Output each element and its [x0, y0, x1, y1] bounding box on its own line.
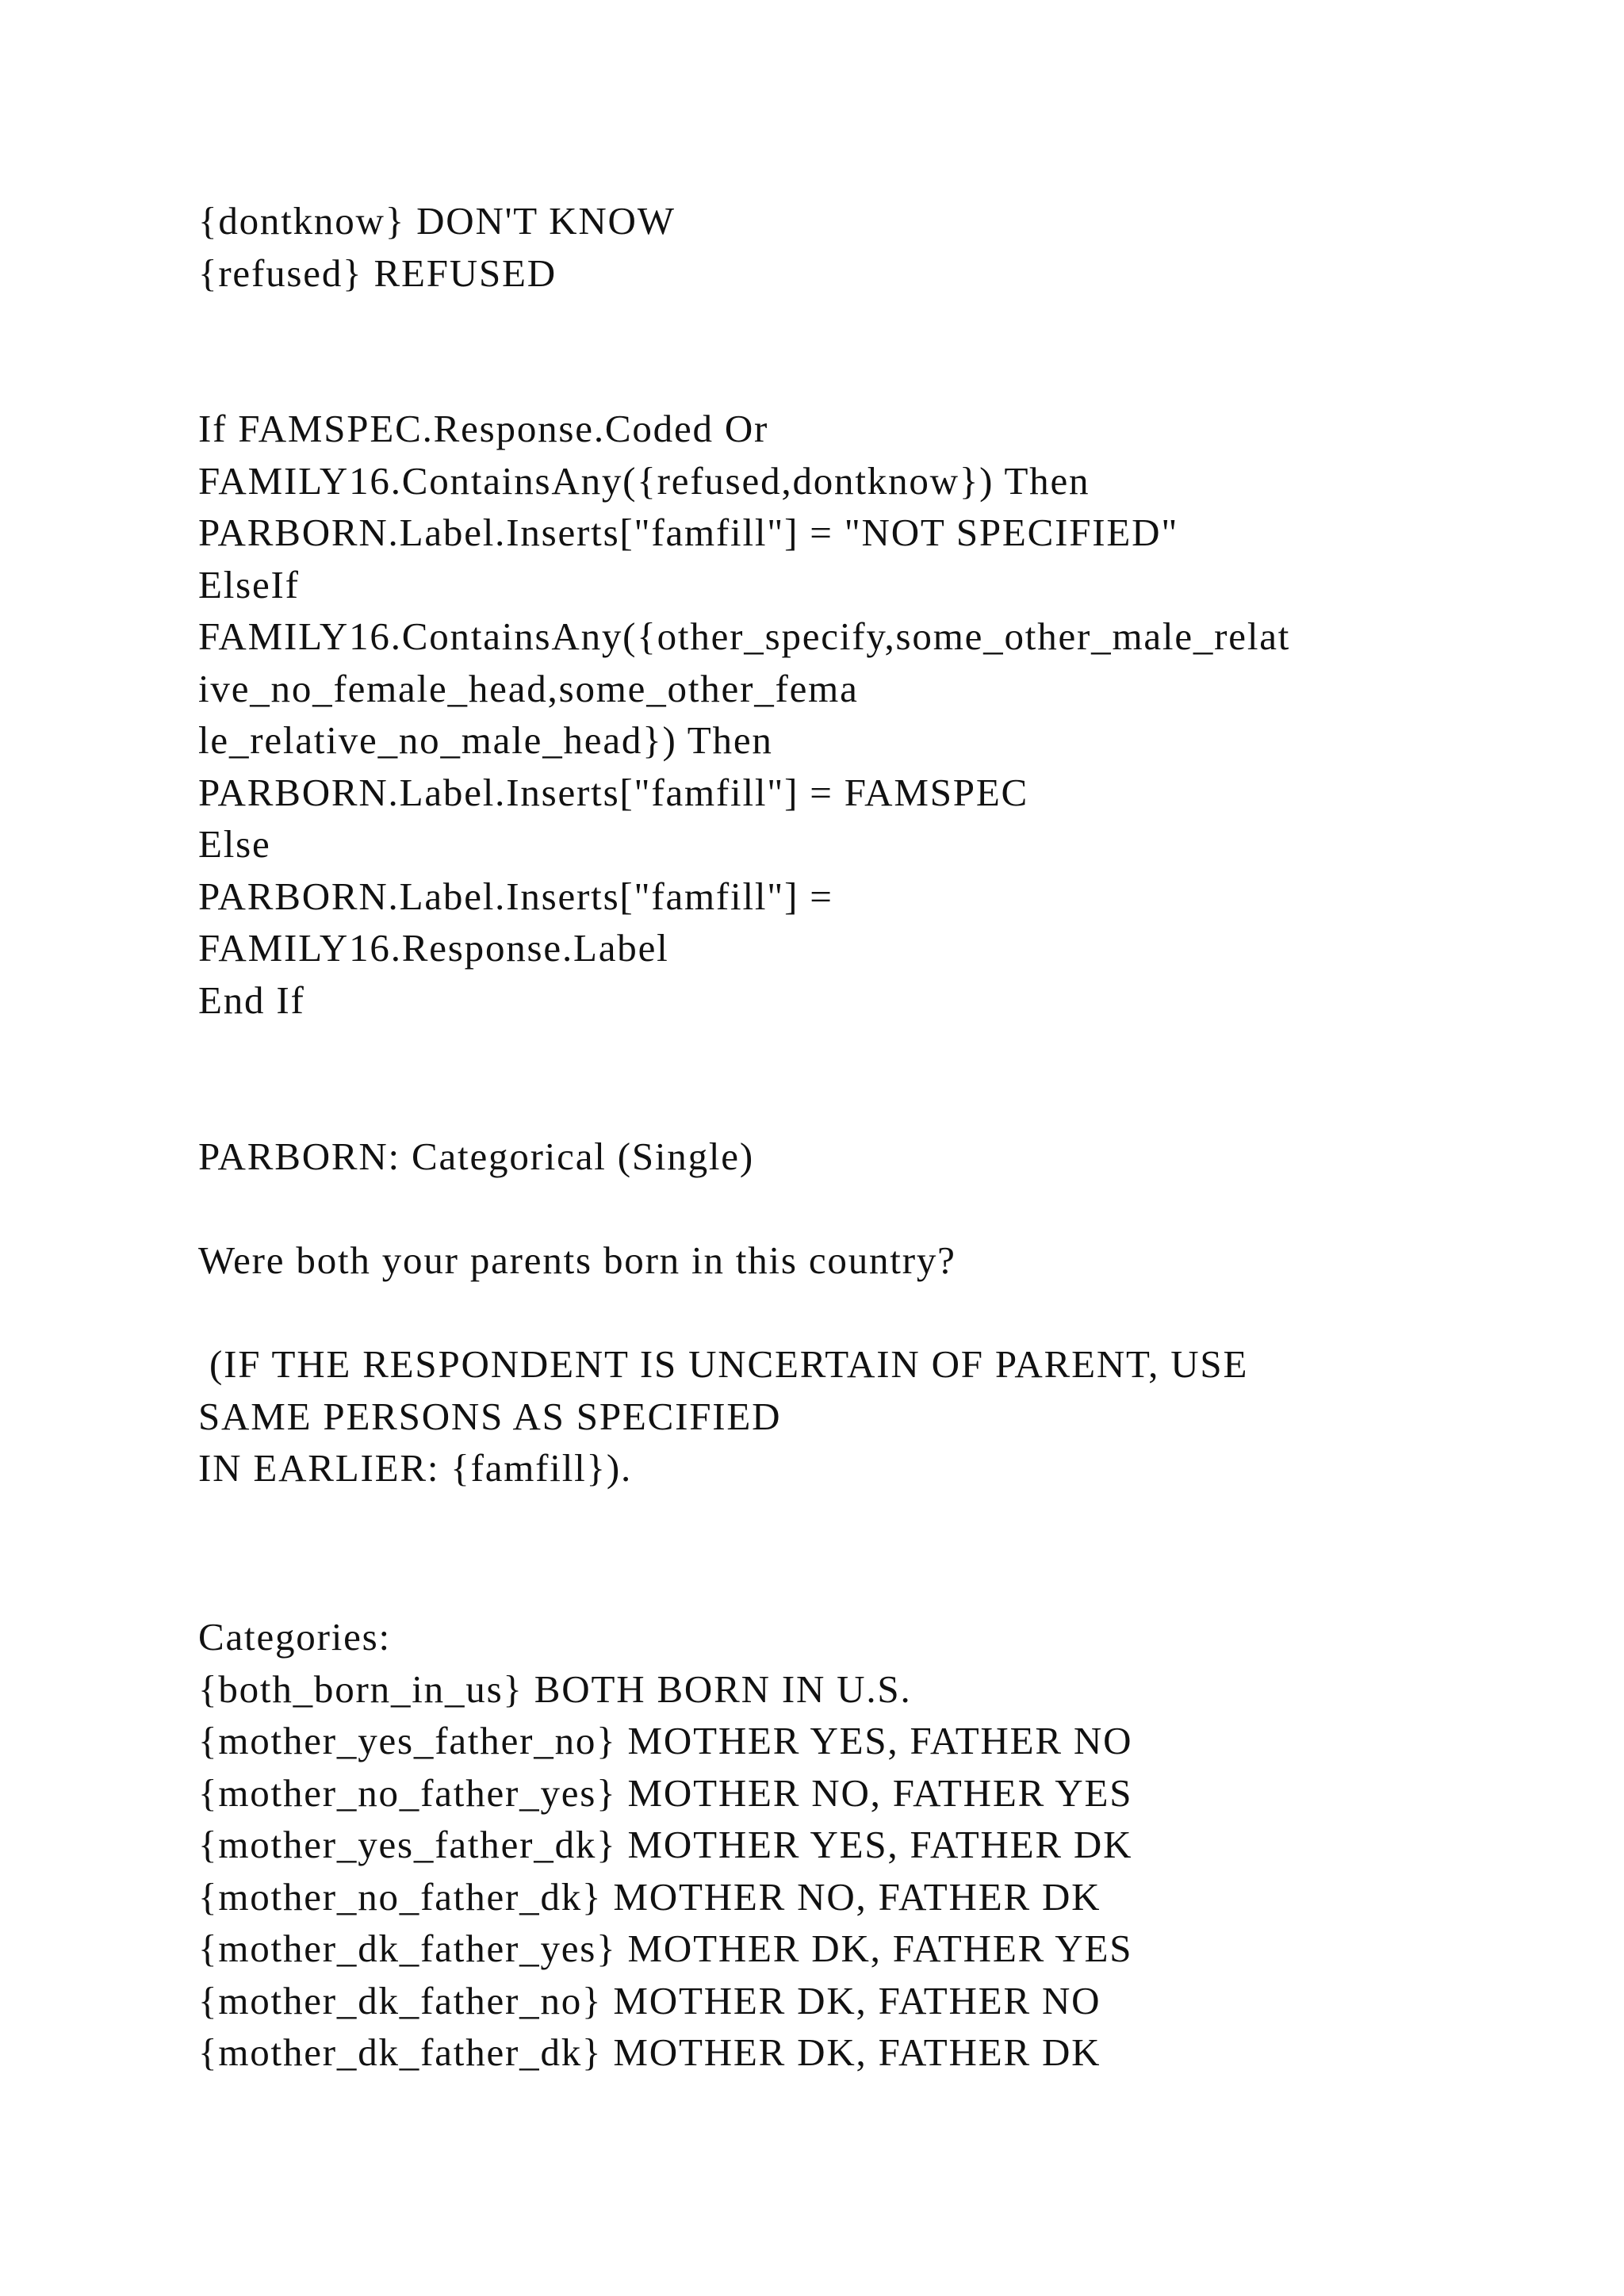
routing-logic-block	[198, 403, 1546, 1026]
instruction-line: SAME PERSONS AS SPECIFIED	[198, 1394, 782, 1438]
categories-block	[198, 1611, 1546, 2079]
instruction-line: (IF THE RESPONDENT IS UNCERTAIN OF PARENT, USE	[198, 1342, 1249, 1386]
response-options-block	[198, 195, 1546, 299]
logic-line: PARBORN.Label.Inserts["famfill"] = FAMSPEC	[198, 770, 1029, 814]
interviewer-instruction-block	[198, 1338, 1546, 1494]
logic-line: If FAMSPEC.Response.Coded Or	[198, 407, 769, 450]
instruction-line: IN EARLIER: {famfill}).	[198, 1446, 633, 1490]
response-option-dontknow: {dontknow} DON'T KNOW	[198, 199, 676, 243]
logic-line: Else	[198, 822, 271, 866]
question-text-block	[198, 1234, 1546, 1287]
response-option-refused: {refused} REFUSED	[198, 251, 557, 295]
category-item: {both_born_in_us} BOTH BORN IN U.S.	[198, 1667, 912, 1711]
category-item: {mother_dk_father_yes} MOTHER DK, FATHER YES	[198, 1927, 1133, 1970]
category-item: {mother_yes_father_dk} MOTHER YES, FATHER DK	[198, 1823, 1133, 1866]
question-text: Were both your parents born in this country?	[198, 1238, 956, 1282]
logic-line: PARBORN.Label.Inserts["famfill"] = "NOT SPECIFIED"	[198, 511, 1179, 554]
logic-line: ElseIf	[198, 562, 300, 607]
category-item: {mother_no_father_dk} MOTHER NO, FATHER DK	[198, 1874, 1101, 1919]
question-header: PARBORN: Categorical (Single)	[198, 1135, 754, 1178]
logic-line: ive_no_female_head,some_other_fema	[198, 666, 859, 710]
logic-line: FAMILY16.Response.Label	[198, 926, 669, 970]
question-header-block	[198, 1131, 1546, 1183]
logic-line: le_relative_no_male_head}) Then	[198, 718, 773, 762]
categories-label: Categories:	[198, 1615, 391, 1659]
logic-line: FAMILY16.ContainsAny({other_specify,some_other_male_relat	[198, 614, 1291, 658]
category-item: {mother_no_father_yes} MOTHER NO, FATHER YES	[198, 1770, 1133, 1815]
logic-line: FAMILY16.ContainsAny({refused,dontknow}) Then	[198, 458, 1090, 503]
category-item: {mother_dk_father_no} MOTHER DK, FATHER NO	[198, 1978, 1101, 2022]
logic-line: End If	[198, 978, 305, 1022]
logic-line: PARBORN.Label.Inserts["famfill"] =	[198, 874, 833, 918]
category-item: {mother_dk_father_dk} MOTHER DK, FATHER DK	[198, 2030, 1101, 2074]
category-item: {mother_yes_father_no} MOTHER YES, FATHER NO	[198, 1719, 1133, 1762]
